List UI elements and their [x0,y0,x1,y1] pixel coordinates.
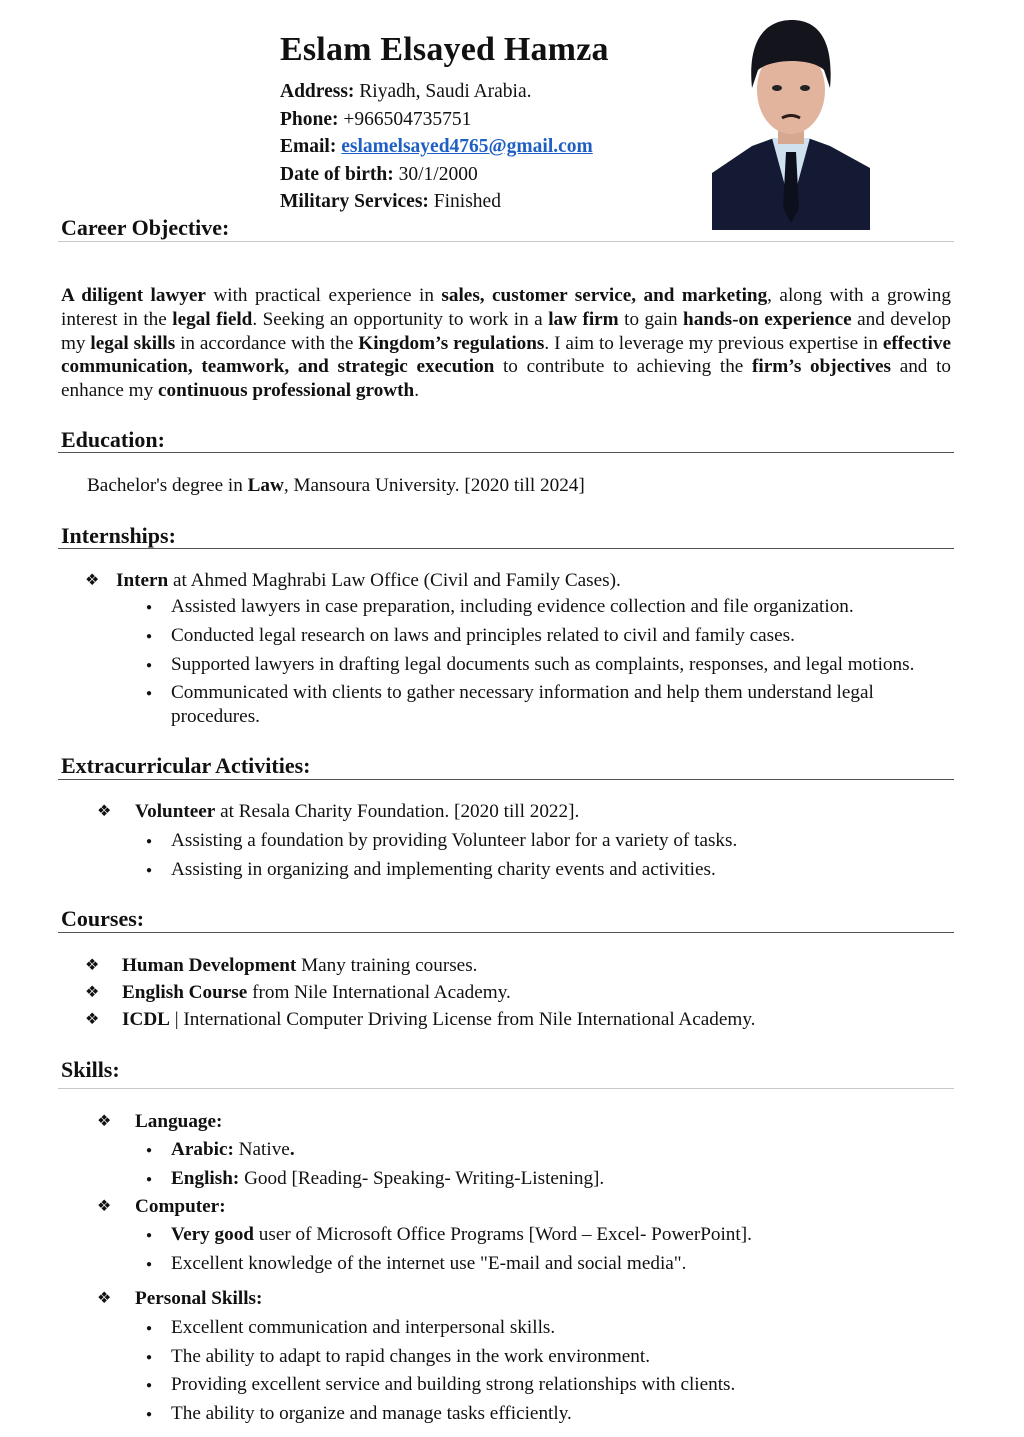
section-heading: Courses: [61,906,145,931]
text-segment: English: [171,1168,240,1189]
text-segment: in accordance with the [175,332,359,354]
text-segment: Volunteer [135,801,216,822]
bullet-icon: ● [146,1230,153,1241]
list-item-text [122,1008,755,1032]
section-heading: Career Objective: [61,215,230,240]
text-segment: to gain [618,308,684,330]
list-item-text: Assisting a foundation by providing Volunteer labor for a variety of tasks. [171,830,738,851]
diamond-bullet-icon: ❖ [97,803,112,820]
section-divider [58,779,954,780]
career-objective-text [61,284,951,403]
email-link[interactable]: eslamelsayed4765@gmail.com [341,136,593,158]
text-segment: Many training courses. [296,955,478,976]
bullet-icon: ● [146,1145,153,1156]
contact-line [280,163,478,187]
text-segment: and develop my [61,308,952,354]
bullet-icon: ● [146,836,153,847]
contact-label: Date of birth: [280,163,394,185]
text-segment: . [414,380,420,402]
section-divider [58,548,954,549]
list-item-text [171,1167,604,1191]
text-segment: legal field [172,308,253,330]
text-segment: with practical experience in [205,285,442,306]
contact-line [280,80,532,104]
text-segment: from Nile International Academy. [247,982,511,1003]
text-segment: sales, customer service, and marketing [441,285,768,306]
text-segment: The ability to adapt to rapid changes in the work environment. [171,1346,651,1367]
section-divider [58,452,954,453]
section-divider [58,932,954,933]
diamond-bullet-icon: ❖ [85,572,100,589]
section-divider [58,241,954,242]
contact-value: Finished [428,191,501,213]
text-segment: at Ahmed Maghrabi Law Office (Civil and Family Cases). [168,570,621,591]
diamond-bullet-icon: ❖ [85,957,100,974]
text-segment: Law [247,475,284,496]
text-segment: Human Development [122,955,297,976]
text-segment: , along with a growing interest in the [61,285,951,330]
list-item-text [135,800,579,824]
bullet-icon: ● [146,660,153,671]
text-segment: The ability to organize and manage tasks efficiently. [171,1403,572,1424]
contact-label: Address: [280,81,355,102]
text-segment: continuous professional growth [157,380,415,402]
contact-label: Military Services: [280,191,429,213]
bullet-icon: ● [146,631,153,642]
list-item-text [171,1138,295,1162]
contact-value: Riyadh, Saudi Arabia. [354,81,532,102]
list-item-text [122,954,477,978]
skill-group-title: Computer: [135,1196,226,1217]
section-heading: Education: [61,427,165,452]
text-segment: effective communication, teamwork, and strategic execution [61,332,951,378]
text-segment: Intern [116,570,169,591]
section-heading: Internships: [61,523,176,548]
list-item-text [122,981,511,1005]
bullet-icon: ● [146,865,153,876]
text-segment: Native [233,1139,290,1160]
bullet-icon: ● [146,1352,153,1363]
text-segment: Arabic: [171,1139,234,1160]
diamond-bullet-icon: ❖ [85,984,100,1001]
profile-photo [712,18,870,230]
list-item-text [171,1402,572,1426]
text-segment: firm’s objectives [752,356,892,378]
text-segment: Good [Reading- Speaking- Writing-Listening]. [239,1168,605,1189]
text-segment: Kingdom’s regulations [358,332,545,354]
list-item-text [171,1223,752,1247]
text-segment: Bachelor's degree in [87,475,248,496]
skill-group-title: Personal Skills: [135,1288,263,1309]
contact-value: 30/1/2000 [393,163,478,185]
text-segment: to contribute to achieving the [494,356,752,378]
bullet-icon: ● [146,688,153,699]
text-segment: . I aim to leverage my previous expertise in [544,332,883,354]
diamond-bullet-icon: ❖ [97,1113,112,1130]
bullet-icon: ● [146,1174,153,1185]
text-segment: at Resala Charity Foundation. [2020 till 2022]. [215,801,580,822]
text-segment: legal skills [90,332,176,354]
list-item-text: Supported lawyers in drafting legal documents such as complaints, responses, and legal motions. [171,654,915,675]
text-segment: Very good [171,1224,254,1245]
text-segment: law firm [548,308,619,330]
contact-line [280,108,471,132]
text-segment: . Seeking an opportunity to work in a [252,308,549,330]
diamond-bullet-icon: ❖ [97,1290,112,1307]
text-segment: Excellent knowledge of the internet use "E-mail and social media". [171,1253,687,1274]
list-item-text [171,1345,650,1369]
bullet-icon: ● [146,1409,153,1420]
list-item-text: Assisted lawyers in case preparation, including evidence collection and file organization. [171,596,854,617]
diamond-bullet-icon: ❖ [97,1198,112,1215]
contact-label: Email: [280,136,337,158]
contact-line [280,135,593,159]
text-segment: hands-on experience [683,308,852,330]
text-segment: | International Computer Driving License from Nile International Academy. [169,1009,756,1030]
list-item-text: Communicated with clients to gather necessary information and help them understand legal procedures. [171,682,874,727]
list-item-text [87,474,585,498]
text-segment: A diligent lawyer [61,285,206,306]
text-segment: Providing excellent service and building strong relationships with clients. [171,1374,736,1395]
text-segment: ICDL [122,1009,170,1030]
section-heading: Extracurricular Activities: [61,753,311,778]
text-segment: English Course [122,982,248,1003]
contact-line [280,190,501,214]
bullet-icon: ● [146,602,153,613]
contact-value: +966504735751 [338,108,472,130]
text-segment: and to enhance my [61,356,952,402]
candidate-name: Eslam Elsayed Hamza [280,31,609,68]
skill-group-title: Language: [135,1111,223,1132]
list-item-text [171,1316,555,1340]
section-heading: Skills: [61,1057,120,1082]
text-segment: , Mansoura University. [2020 till 2024] [283,475,585,496]
bullet-icon: ● [146,1323,153,1334]
text-segment: user of Microsoft Office Programs [Word – Excel- PowerPoint]. [253,1224,752,1245]
list-item-text [171,1373,735,1397]
list-item-text [116,569,621,593]
list-item-text: Assisting in organizing and implementing charity events and activities. [171,859,716,880]
text-segment: Excellent communication and interpersonal skills. [171,1317,556,1338]
list-item-text: Conducted legal research on laws and principles related to civil and family cases. [171,625,795,646]
contact-label: Phone: [280,108,339,130]
bullet-icon: ● [146,1259,153,1270]
section-divider [58,1088,954,1089]
diamond-bullet-icon: ❖ [85,1011,100,1028]
text-segment: . [289,1139,295,1160]
bullet-icon: ● [146,1380,153,1391]
list-item-text [171,1252,686,1276]
